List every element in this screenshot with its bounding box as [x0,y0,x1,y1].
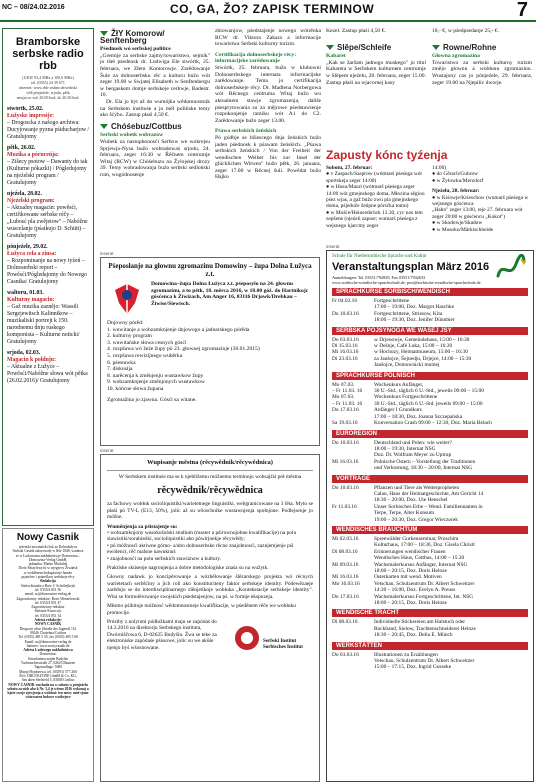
impressum-line: Tel. (0355) 485 5 35, fax (0355) 485 5 68 [18,635,78,640]
event-text: 14:30 – 16:00, Doz. Evelyn A. Preuss [374,587,456,594]
triangle-icon [326,45,334,50]
wupis-req [107,530,313,562]
impressum-line: w wobšěnem biskupistwje hamże [23,570,73,575]
impressum-line: Zagronitowny redaktor: Boris Wenzelowski [16,596,80,601]
radio-show-text: – Drogoscka z našogo archiwa: Ducyjowanje pyzna pśiducharjow / Gratulujomy [7,120,89,140]
event-date: Di 23.03.16 [332,355,358,362]
event-text: 18:30 – 20:00, Doz. Ute Henschel [374,497,448,504]
section-chosebuz: Chóśebuz/Cottbus [100,124,210,131]
event-date: Do 10.03.16 [332,310,359,317]
impressum-line: Zagronitowny redaktor [31,605,65,610]
section-slepe: Slěpe/Schleife [326,45,426,52]
event-text: Fortgeschrittene, Striesow, Kita [374,310,443,317]
event-date: – Fr 11.03. 16 [332,400,363,407]
zapusty-section [326,148,532,248]
event-date: Mi 09.03.16 [332,561,359,568]
wupis-role: rěcywědnik/rěcywědnica [157,485,263,497]
domowina-order: Dnjowny pórěd: [107,320,144,326]
domowina-logo [107,281,147,317]
radio-show-text: – Aktualny magacin: powěsći, certifikowane serbske réčy – „Łubosć pla zwějetow" – Nabóžne wuscelanje (pśatkujo D. Schütt) – Gratulujomy [7,205,88,239]
zapusty-line: 14:00) [432,165,447,171]
impressum-line: Manja Hojdorowa, tel. (03591) 577 260 [19,669,77,674]
zapusty-line: ● v Zaspach/Sasprow (wótmarś pśeśega wót sportskeja zeger 14:00) [326,171,422,184]
plan-section-header: WERKSTÄTTEN [332,642,528,650]
impressum-line: Redakcija [40,579,56,584]
event-date: Di 08.03.16 [332,548,358,555]
event-date [332,465,374,471]
event-date: Mi 16.03.16 [332,458,359,465]
column-5 [432,28,532,146]
event-date: Sa 19.03.16 [332,420,358,427]
impressum-line: 03046 Chośebuz/Cottbus [29,630,67,635]
section-rowne: Rowne/Rohne [432,45,532,52]
agenda-item: 9. wobzamknjenje změnjonych wustawkow [107,379,205,386]
school-name: Schule für Niedersorbische Sprache und Kultur [332,254,427,259]
event-text: Osterkarten mit wend. Motiven [374,574,442,581]
plan-title: Veranstaltungsplan März 2016 [332,261,490,273]
domowina-foot: Zgromažina jo zjawna. Gósći sa witane. [107,396,197,403]
event-text: Wendisches Haus, Cottbus, 14:00 – 15:30 [374,555,465,562]
event-text: 18:30 – 20:45, Doz. Delia E. Münch [374,632,453,639]
event-text: 18:00 – 20:15, Doz. Doris Heinze [374,600,447,607]
zly-body: „Gremije za serbske zajmy/towaristwo, sejmik" jo tšeł pśednosk dr. Ludwiga Ele stwórtk, 25. februara, we Złem Komorowje. Zarědowanje Šule za dolnoserbsku rěc a kulturu bužo wót zeger 19.00 w Swjatej Elisabeth w Senftenbergu w bergaskem domje serbskeje cerkwje, Badestr. 10. [100,52,210,99]
inserat-label: inserat [326,244,340,249]
event-text: Terpe, Terpe, Alter Konsum [374,510,435,517]
page-number: 7 [516,0,528,21]
impressum-line: Internet: www.nowycasnik.de [26,643,70,648]
column-3 [215,28,321,250]
event-text: Vetschau, Schulzentrum Dr. Albert Schweitzer [374,658,475,665]
event-text: 17:00 – 18:30, Doz. Joanna Szczepańska [374,413,463,420]
event-text: Anfänger I Grundkurs [374,407,422,414]
event-text: Vetschau, Schulzentrum Dr. Albert Schweitzer [374,580,475,587]
plan-event-row [332,317,528,323]
impressum-line: se w Ludowomu nakładnistwje Domowina – [15,553,81,558]
wupis-title: Wupisanje městna (rěcywědnik/rěcywědnica) [147,459,273,466]
event-text: 30 U.-Std., täglich 6 U.-Std. jeweils 09:00 – 15:00 [374,400,483,407]
plan-contact: Anmeldungen: Tel. 03551/792829, Fax 03551/7942633 [332,275,426,280]
event-text: Calau, Haus der Heimatgeschichte, Am Gericht 14 [374,490,484,497]
zly-subhead: Pśednosk wó serbskej politice [100,46,171,53]
event-text: Wachsmalerkursus Fortgeschrittene, Int. NSG [374,593,474,600]
plan-sections [332,288,528,671]
event-text: w Dešnje, Café Luka, 15:00 – 16:30 [374,343,453,350]
chos-body: Wubetk za nastupbonosći Serbow we wokrejsu Sprjewja-Nysa bužo wobradowaś srjodu, 24. februara, zeger 16:30 w Řěčnem centrumje Witaj (RCW) w Chóśebuzu na Žylojskej drozy 39. Temy wobradowanja buźo serbski sedloński rum, wugódnosenje [100,138,210,178]
veranstaltungsplan [326,250,534,782]
event-date: Mi 16.03.16 [332,574,359,581]
agenda-item: 1. wuwitanje a wobzamknjenje dnjowogo a jadnarskego pórěda [107,326,250,333]
event-date: Mo 07.03. [332,394,355,401]
impressum-line: tel. 0355/4 851 47 [34,600,62,605]
impressum-line: Serbski Casnik zalożowały w lěśe 1848, wudawa [12,549,84,554]
requirement-item: • pó móžnosći aktiwne górno- a/abo dolnoserbske rěcne znajobnosći, zaznjemjenje pśi ewidenci, rěč malsne nawuknuś [107,542,294,556]
event-text: Janšojce, Domownicki mumej [374,362,440,369]
event-text: w Hochozy, Heimatmuseum, 15:00 – 16:30 [374,349,468,356]
page-header [0,0,536,22]
agenda-item: 5. rozpšawa rewizijnego wuběrka [107,352,183,359]
requirement-item: • wobzamknjony wusokošulski studium (master a pśirownujobne kwalifikacije) na polu slawistiki/sorabistiki, socioliquistiki abo pówirjnekje rěcywědy; [107,530,297,543]
col5-p1: 18,- €, w pśedpsedanje 25,- €. [432,28,499,34]
col4-p1: Kezel. Zastup płaśi 4,50 €. [326,28,386,34]
zapusty-line: ● do Gěrach/Guhrow [432,171,479,178]
plan-section-header: SERBSKA PÓJSYNOGA WE WAŠEJ JSY [332,327,528,335]
event-date: Do 17.03.16 [332,407,359,414]
event-text: za Janšojce, Šejnedju, Drjejce, 14:00 – 15:30 [374,355,472,362]
zapusty-col-1 [326,165,426,233]
zapusty-line: Sobotu, 27. februar: [326,165,373,171]
radio-day: pětk, 26.02. [7,145,36,151]
event-date: – Fr 11.03. 16 [332,388,363,395]
event-text: Kulturhaus, 17:00 – 18:30, Doz. Gisela Christl [374,542,475,549]
wupis-p1: za fachowy wobłuk socioliquistiki/warietetnege linguistiki, webgranicowane na 3 lěta. Myto se płaśi pó TV-L (E13, 50%), jolic až su wšoschnike wustawnjenja społnjone. Podlejsenje jo móžne. [107,501,313,521]
radio-show-title: Łužyske impresije: [7,113,55,119]
zapusty-line: ● w Musoku/Märkischheide [432,226,494,233]
agenda-item: 7. diskusija [107,366,133,373]
radio-day: waltoru, 01.03. [7,290,44,296]
event-text: Wochenkurs Fortgeschrittene [374,394,438,401]
domowina-agenda [107,327,313,393]
cert-heading: Certifikacija dolnoserbskeje rěcy: informacijske zarědowanje [215,51,297,65]
zapusty-line: „Hahn" zeger 13:00, reje 27. februara wót zeger 20:00 w gósćencu „Kokot") [432,207,523,220]
zapusty-line: ● w Mošće/Heinersbrück 13.30, cyc nos tem zepšene (njeźeli zapust; wumarś pśeśega z wejsnego kjarcmy zeger [326,209,423,229]
impressum-line: Dwór Sibaylowych w srjegżecy Žiwańsk [18,566,78,571]
impressum-line: Drogowe ulice (Straße der Jugend) 114 [19,626,77,631]
event-text: Doz. Dr. Wolfram Meyer zu Uptrup [374,452,452,459]
event-date: Do 10.03.16 [332,484,359,491]
impressum-line: prjatelow i priatelkow serbskeje rěcy [21,575,75,580]
issue-label: NC – 08/24.02.2016 [2,4,65,11]
agenda-item: 6. pśestawka [107,359,136,366]
event-date [332,664,374,670]
triangle-icon [100,124,108,129]
wupis-p3: Głowny nadawk jo koncipěrowanje a wózbělowanje šlězarskego projekta wó rěcnych warietetach serbšćiny a jich roli ako konstituciteny faktor serbskeje identity. Pódewězaeje zarědujo se do interdisciplinarnego zlěnjeńkoje wobłuka „Kontekstacije serbskeje identity". Wita se formulěrowanje swojskich pśedstajenjow, na pś. w formje ekspozeja. [107,574,313,600]
column-2 [100,28,210,250]
radio-day: stwórtk, 25.02. [7,106,44,112]
plan-section-header: WENDISCHE TRACHT [332,609,528,617]
event-text: Illustrationen zu Erzählungen [374,651,438,658]
domowina-title: Pśeposłanje na głownu zgromazinu Domowiny – župa Dolna Łužyca z.t. [108,262,312,278]
impressum-line: Sielowštauske z Rote 1/ Scholieβwyk [20,583,76,588]
plan-event-row [332,362,528,368]
gz-heading: Głowna zgromazina [432,53,480,60]
event-text: Polnische Ostern – Vorstellung der Traditionen [374,458,476,465]
event-date: Mi 02.03.16 [332,535,359,542]
impressum-line: tyźenski nowinaŕski lisk za Dolnołužycu [18,545,78,549]
event-text: Spreewälder Gurkenseminar, Proschim [374,535,459,542]
plan-web: www.sorbische-wendische-sprachschule.de, post@sorbische-wendische-sprachschule.de [332,280,481,285]
impressum-line: tel. 0355/4 851 56 [34,587,62,592]
event-text: Fortgeschrittene [374,298,410,304]
plan-event-row [332,465,528,471]
event-text: Konversation Crash 09:00 – 12:30, Doz. Maria Belach [374,420,492,427]
agenda-item: 8. narěcenja k změnjenju wustawkow župy [107,372,204,379]
gz-body: Towaristwo za serbski kulturny turizm změjo głownu a wobłunu zgromazinu. Wustajony cas jo pónjeźele, 29. februara, zeger 19.00 na Njepilic dworje. [432,59,532,86]
radio-day: pónjeźele, 29.02. [7,244,48,250]
impressum-line: NOWY CASNIK [34,622,62,627]
impressum-line: Tuchmacherstraße 27, 02625 Bautzen [20,661,76,666]
zapusty-title: Zapusty kónc tyźenja [326,148,448,162]
impressum-line: Śišć: DRUCKZONE GmbH & Co. KG, [19,673,77,678]
requirement-item: • znajobnosći na polu serbskich stawiznow a kultury. [107,555,222,562]
radio-schedule [7,106,89,385]
impressum-title: Nowy Casnik [16,532,80,543]
agenda-item: 10. kóńcne słowa župana [107,385,164,392]
wupis-p4: Městno pśibituje móžnosć wědomnostneje kwalifikacije, w pśeděnem rěče we wobłuku promocije. [107,603,296,616]
impressum-line: Adresa Ludowego nakładnistwa [23,648,73,653]
plan-event-row [332,632,528,638]
event-date [332,317,374,323]
plan-event-row [332,664,528,670]
plan-section-header: SPRACHKURSE POLNISCH [332,372,528,380]
event-date: Di 15.03.16 [332,343,358,350]
radio-show-text: – Aktualne z Łužyce – Powěsći/Nabóžne słowa wót pětka (26.02.2016)/ Gratulujomy [7,364,88,384]
event-text: Erinnerungen wendischer Frauen [374,548,446,555]
psp-body: Pó gódbje se bžiescego dnja žeńskich bužo jaden pśednosk k pśawam žeńskich. „Pśawa serbskich žeńskich / Von der Freiheit der wendischen Weiber bis zur Insel der glücklichen Witwen" bužo pětk, 26. januara, zeger 17.00 w Rěcnej šuli. Powědat bužo Hajko [215,134,321,181]
plan-event-row [332,600,528,606]
plan-event-row [332,420,528,426]
domowina-head: Domowina–župa Dolna Łužyca z.t. pśeposylo na 24. głownu zgromazinu, a to pětk, 18. měrca 2016, w 18.00 góź. do Hartnikojc gósćenca k Żiwizach, Am Anger 16, 03116 Drjowk/Drebkau – Žiwise/Siewisch. [151,281,309,307]
radio-day: srjoda, 02.03. [7,350,41,356]
event-text: Unser Sorbisches Erbe – Wend. Familiennamen in [374,503,483,510]
radio-meta: (UKW 93,4 MHz a 100,6 MHz) tel. (0355) 24 39 671 internet: www.rbb-online.de/serbski wšě pónjeźele, srjodu, pětk nawjecor wót 20.00 hod. do 20.30 hod. [16,75,80,100]
column-4 [326,28,426,146]
radio-day: njeźela, 28.02. [7,191,42,197]
impressum-line: Domowina-Verlag GmbH, [28,557,68,562]
plan-event-row [332,517,528,523]
page-title: CO, GA, ŽO? ZAPISK TERMINOW [170,2,375,16]
impressum-line: Domowina: [39,652,57,657]
col3-p1: zbiowanjow, pśedstajenje nowego wótrěnka RCW dr. Viktora Zakara a informacije towaristwa Serbski kulturny turizm. [215,28,321,48]
chos-subhead: Serbski wubetk wobrazow [100,132,164,139]
event-text: Individuelle Stickereien am Halstuch oder [374,619,466,626]
inserat-label: inserat [100,448,114,453]
institute-emblem-icon [234,625,260,651]
impressum-line: email: nc@domowina-verlag.de [24,592,72,597]
kabaret-body: „Kak se žaršam jadnogo muskego" jo titul Kabareta w Serbskem kulturnem centrumje w Slěpem njeźelu, 28. februara, zeger 15.00. Zastup płaśi na wjacornej kasy [326,59,426,86]
event-date: Do 03.03.16 [332,336,359,343]
agenda-item: 2. kulturny program [107,333,152,340]
event-date [332,600,374,606]
impressum-line: NOWY CASNIK wuchada na w sobotu w pónjeźelu sobotu za nich abo k Nr. 3,4 je wěrno 2016 wykonaj a bjeźe swoje zjewjenja a wobtosi: ten nowy mně rjane wótzwarne ludowe woźbejece [7,682,89,700]
zapusty-line: ● w Husu/Mauri (wótmarš pśeśega zeger 14:00 wót gmejnskego doma, Młozina sěgiou pśez wjas, a gaž bužo zwu pla gmejnskego doma, pśjeduče žeńpne pórśćka tomu) [326,184,425,210]
radio-show-title: Kulturny magacin: [7,297,55,303]
agenda-item: 4. rozpšawa wó žeźe župy pó 23. głownej zgromazinje (30.01.2015) [107,346,260,353]
event-date: Do 10.03.16 [332,439,359,446]
zapusty-line: ● w Kiśowje/Krieschow (wumarš pśeśega w wejsnego gósćenca [432,194,529,208]
wupis-p5: Próstby z nolynmi pódłožkami maju se zapódaś do 14.3.2016 na direktorju Serbskego instituta, Dwórniščowa 6, D-02625 Budyšin. Žwa se teke za elektroniske zapódaśe pšosowe, jolic su we akšśe njenjo byś wšosnowane. [107,618,217,651]
event-date: Mo 07.03. [332,381,355,388]
event-text: 18:00 – 20:15, Doz. Doris Heinze [374,568,447,574]
section-zly-komorow: ŽłY Komorow/ Senftenberg [100,29,165,45]
radio-show-text: – Zíšecy psotow – Dawanty do tak (Kulturne pókazki) / Pógledujomy na njeźelski program / Gratulujomy [7,159,88,186]
inserat-label: inserat [100,251,114,256]
event-date: Di 08.03.16 [332,619,358,626]
radio-title: Bramborske serbske radio rbb [12,36,84,72]
event-date: Do 17.03.16 [332,593,359,600]
plan-section-header: EUROREGION [332,430,528,438]
impressum-line: tel. 0355/4 851 34 [34,613,62,618]
sorbian-institute-logo: Serbski Institut Sorbisches Institut [217,619,313,651]
impressum-line: Adresa redakcije: [34,618,62,623]
zapusty-line: Njeźelu, 28. februar: [432,188,480,195]
event-text: 18:00 – 19:30, Internat NSG [374,445,436,452]
impressum-line: Tagesauflage: 5000 [34,665,62,670]
event-text: Wachsmalerkursus Anfänger, Internat NSG [374,561,468,568]
event-text: 15:00 – 17:15, Doz. Ingrid Gosseke [374,664,452,671]
cert-body: Stwórtk, 25. februara, bužo w klubowni Dolnoserbskego internata informacijske zarědowanje. Tema jo certifikacija dolnoserbskeje rěcy. Dr. Madlena Norbergowa wót Rěcnego centruma Witaj bužo wo aktualnem stawje zgromazenja, dališe pśesprytowania su za mějrowe pśedstawienje rozpokonjenje ramiku wót A1 do C2. Zarědowanje bužo zeger 13.00. [215,64,321,124]
event-date [332,362,374,368]
impressum-box [2,528,94,782]
wupis-intro: W Serbskem instituśe ma se k njebližemu móžnemu terminoju wobsajźiś pół městna [118,474,302,480]
impressum-line: Stefanie Krawcojc [34,609,62,614]
event-date: Mi 16.03.16 [332,349,359,356]
plan-section-header: VORTRÄGE [332,475,528,483]
plan-section-header: WENDISCHES BRAUCHTUM [332,526,528,534]
impressum-line: Email: nc@domowina-verlag.de [24,639,72,644]
triangle-icon [432,45,440,50]
impressum-text [6,545,90,700]
impressum-line: jadnańka: Marko Maršalek [28,562,68,567]
event-text: w Drjenowje, Gemeindehaus, 15:00 – 16:30 [374,336,470,343]
event-date: Fr 04.03.16 [332,298,358,304]
event-date: Fr 11.03.16 [332,503,357,510]
zapusty-line: ● w Skodowje/Skadow [432,220,483,227]
wupis-p2: Praktiske skúsenje nagronjenja a dobre metodologiske znaśa su na wužytk. [107,565,269,572]
event-date [332,517,374,523]
agenda-item: 3. wuwitańske słowa cesnych gósći [107,339,187,346]
wupisanje-ad [100,454,320,782]
impressum-line: Sitwohatnea zrajńe Budyšin [27,656,69,661]
radio-show-text: – Gaž muzika zaznějo: Wassili Sergejewitsch Kalinnikow – muzikaliski portrejt k 150. narodnemu dnju ruskego komponista – Kulturne noticki/ Gratulujomy [7,304,80,345]
event-date [332,632,374,638]
event-text: 30 U.-Std., täglich 6 U.-Std., jeweils 09:00 – 15:00 [374,388,484,395]
event-text: Rockband, Sielow, Trachtenschneiderei Heinze [374,625,476,632]
event-date: Mo 16.03.16 [332,580,360,587]
event-text: Pflanzen und Tiere als Wetterpropheten [374,484,460,491]
impressum-line: Am alten Seelsfeld 5, 03048 Cottbus [21,678,75,683]
radio-show-title: Muzika a póruceńja: [7,152,59,158]
zapusty-line: ● w Žylowku/Merzdorf [432,177,484,184]
event-text: Wochenkurs Anfänger, [374,381,424,388]
radio-show-text: – Rozpominanje na nowy tyźeń – Dolnoserbski report – Powěsći/Pógledajomy do Nowego Casnika/ Gratulujomy [7,258,87,285]
radio-show-title: Njeźelski program: [7,198,55,204]
radio-show-title: Magacin k połdnju: [7,357,56,363]
event-text: Deutschland und Polen: wie weiter? [374,439,452,446]
radio-show-title: Łužyca ceła a zinsa: [7,251,57,257]
radio-box [2,28,94,526]
kabaret-heading: Kabaret [326,53,346,60]
event-text: 18:00 – 19:30, Doz. Jenifer Dünnbier [374,317,455,324]
event-text: und Verkostung, 18:30 – 20:00, Internat NSG [374,465,473,472]
zly-body2: Dr. Ela jo byt až do wumójka wědomnostnik na Serbskem instituśe a jo měl politiske temy ako šćýbo. Zastup płaśi 4,50 €. [100,98,210,119]
snake-logo-icon [494,254,528,282]
plan-section-header: SPRACHKURSE SORBISCH/WENDISCH [332,288,528,296]
event-text: 19:00 – 20:30, Doz. Gregor Wieczorek [374,516,458,523]
event-date: Do 03.03.16 [332,651,359,658]
zapusty-col-2 [432,165,532,233]
domowina-ad [100,257,320,446]
psp-heading: Pśawa serbskich žeńskich [215,128,277,135]
wupis-req-title: Wuměnjenja za pśistajenje su: [107,523,178,530]
event-text: 17:00 – 19:00, Doz. Margot Haschke [374,304,454,311]
